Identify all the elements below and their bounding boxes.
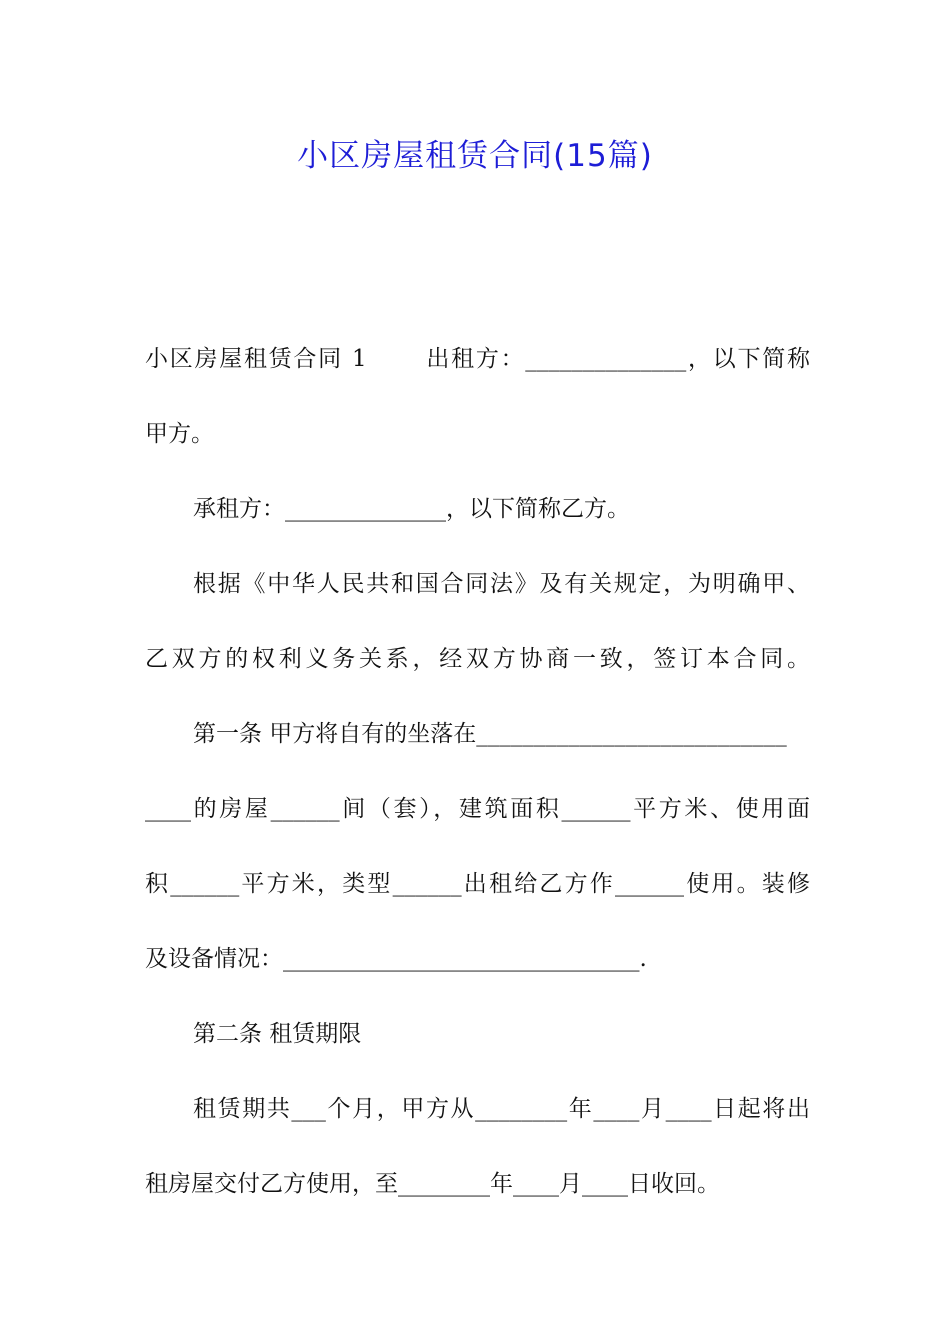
paragraph-line: 乙双方的权利义务关系，经双方协商一致，签订本合同。 — [145, 646, 810, 672]
paragraph-line: 及设备情况：_______________________________. — [145, 946, 647, 972]
paragraph-line: 积______平方米，类型______出租给乙方作______使用。装修 — [145, 871, 810, 897]
paragraph-line: 租赁期共___个月，甲方从________年____月____日起将出 — [193, 1096, 810, 1122]
paragraph-line — [145, 344, 810, 374]
document-title: 小区房屋租赁合同(15篇) — [297, 138, 653, 174]
article-2-heading: 第二条 租赁期限 — [193, 1021, 362, 1047]
article-1-line: 第一条 甲方将自有的坐落在___________________________ — [193, 721, 787, 747]
paragraph-line: ____的房屋______间（套），建筑面积______平方米、使用面 — [145, 796, 810, 822]
paragraph-line: 根据《中华人民共和国合同法》及有关规定，为明确甲、 — [193, 571, 810, 597]
paragraph-line: 甲方。 — [145, 421, 214, 447]
lessor-field: 出租方：______________，以下简称 — [424, 346, 810, 372]
lessee-field: 承租方：______________，以下简称乙方。 — [193, 496, 630, 522]
paragraph-line: 租房屋交付乙方使用，至________年____月____日收回。 — [145, 1171, 720, 1197]
contract-heading: 小区房屋租赁合同 1 — [145, 346, 367, 372]
